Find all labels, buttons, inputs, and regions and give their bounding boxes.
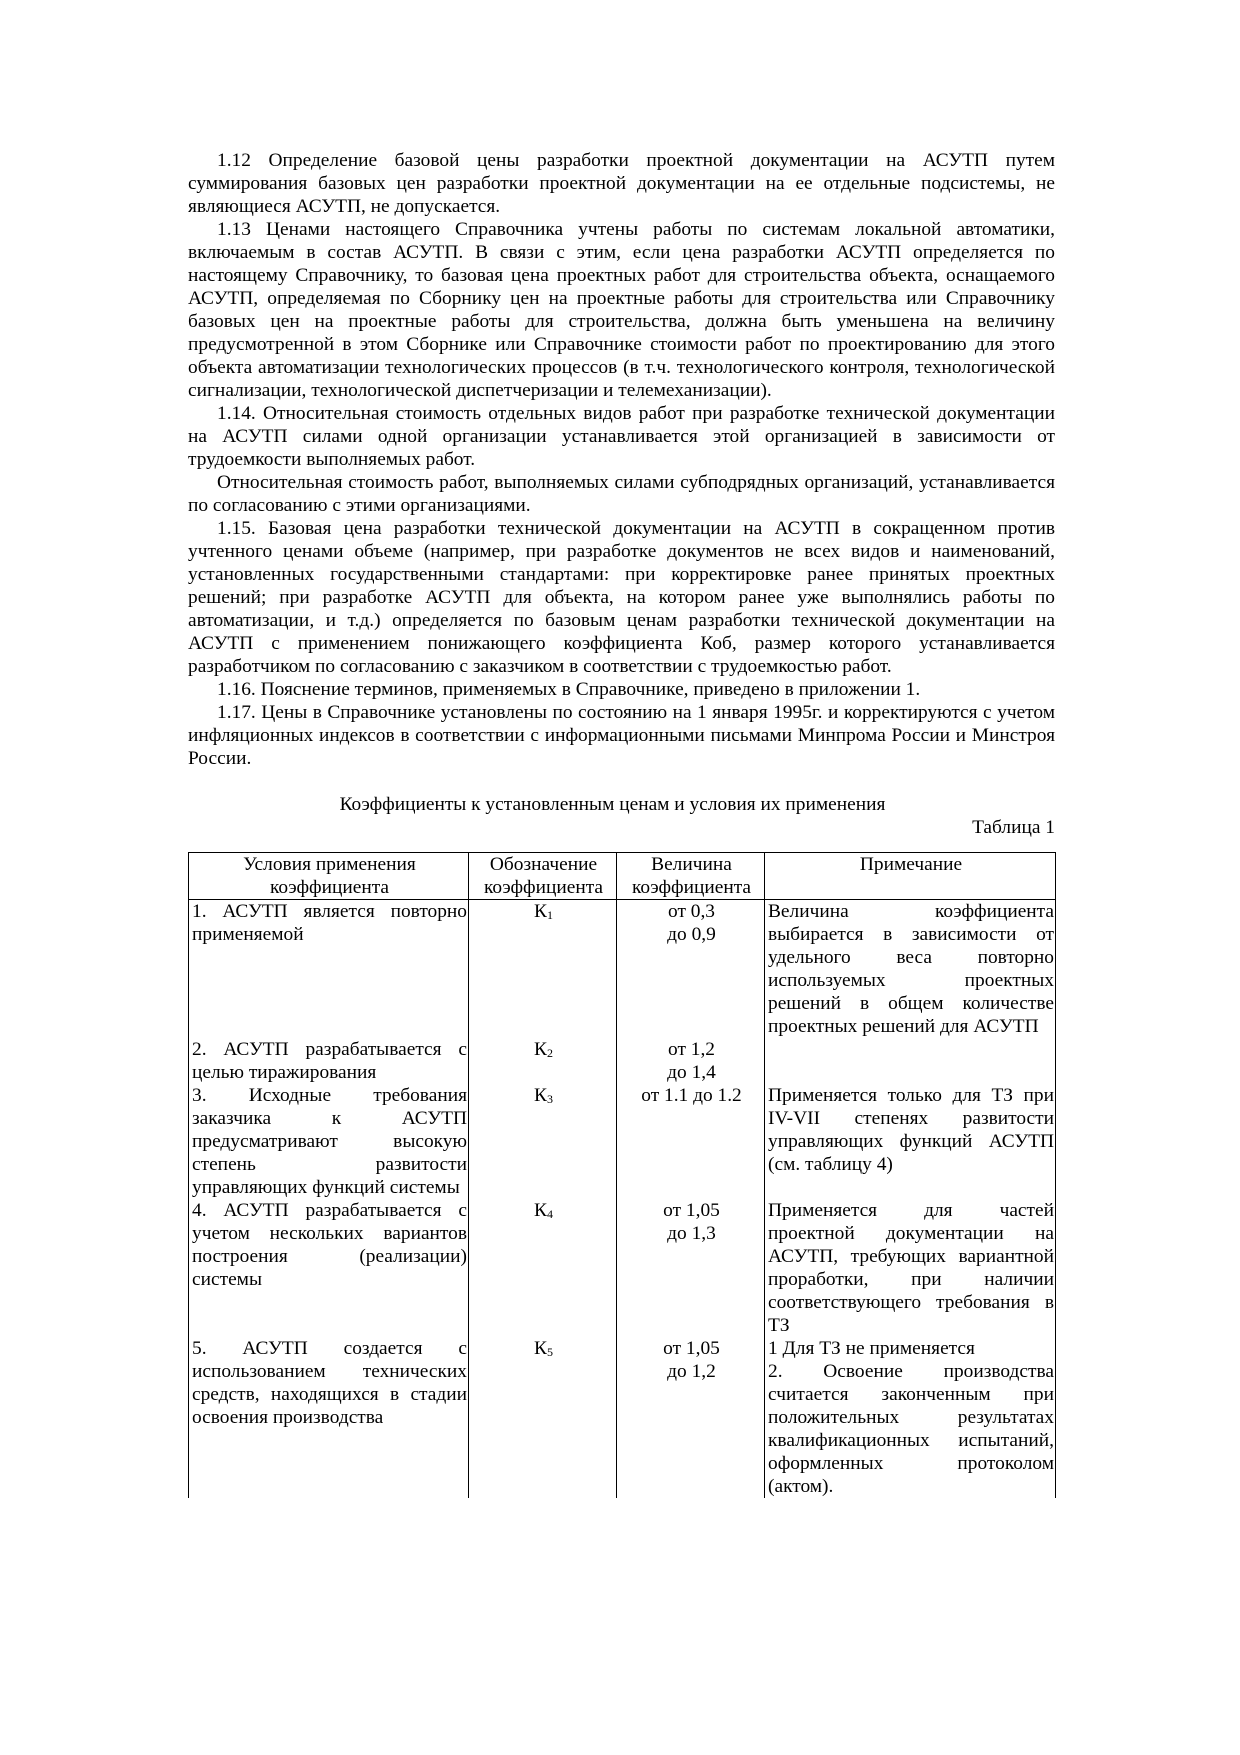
- coefficients-table: [188, 852, 1056, 1498]
- table-row: [189, 900, 1056, 1039]
- row-condition: 3. Исходные требования заказчика к АСУТП предусматривают высокую степень развитости управляющих функций системы: [189, 1084, 469, 1199]
- row-symbol: К5: [469, 1337, 617, 1498]
- row-value: от 1.1 до 1.2: [617, 1084, 765, 1199]
- paragraph-1-14: 1.14. Относительная стоимость отдельных видов работ при разработке технической документации на АСУТП силами одной организации устанавливается этой организацией в зависимости от трудоемкости выполняемых работ.: [188, 403, 1055, 470]
- table-row: [189, 1199, 1056, 1337]
- row-value: от 1,05 до 1,2: [617, 1337, 765, 1498]
- row-note: Величина коэффициента выбирается в зависимости от удельного веса повторно используемых проектных решений в общем количестве проектных решений для АСУТП: [765, 900, 1056, 1039]
- paragraph-1-16: 1.16. Пояснение терминов, применяемых в Справочнике, приведено в приложении 1.: [217, 679, 921, 700]
- paragraph-1-17: 1.17. Цены в Справочнике установлены по состоянию на 1 января 1995г. и корректируются с учетом инфляционных индексов в соответствии с информационными письмами Минпрома России и Минстроя России.: [188, 702, 1055, 769]
- row-note: [765, 1038, 1056, 1084]
- header-conditions: Условия применения коэффициента: [189, 853, 469, 900]
- paragraph-1-12: 1.12 Определение базовой цены разработки проектной документации на АСУТП путем суммирования базовых цен разработки проектной документации на ее отдельные подсистемы, не являющиеся АСУТП, не допускается.: [188, 150, 1055, 217]
- header-symbol: Обозначение коэффициента: [469, 853, 617, 900]
- row-condition: 2. АСУТП разрабатывается с целью тиражирования: [189, 1038, 469, 1084]
- row-condition: 5. АСУТП создается с использованием технических средств, находящихся в стадии освоения производства: [189, 1337, 469, 1498]
- table-row: [189, 1337, 1056, 1498]
- paragraph-1-13: 1.13 Ценами настоящего Справочника учтены работы по системам локальной автоматики, включаемым в состав АСУТП. В связи с этим, если цена разработки АСУТП определяется по настоящему Справочнику, то базовая цена проектных работ для строительства объекта, оснащаемого АСУТП, определяемая по Сборнику цен на проектные работы для строительства или Справочнику базовых цен на проектные работы для строительства, должна быть уменьшена на величину предусмотренной в этом Сборнике или Справочнике стоимости работ по проектированию для этого объекта автоматизации технологических процессов (в т.ч. технологического контроля, технологической сигнализации, технологической диспетчеризации и телемеханизации).: [188, 219, 1055, 401]
- table-caption: Коэффициенты к установленным ценам и условия их применения: [339, 794, 886, 815]
- header-value: Величина коэффициента: [617, 853, 765, 900]
- row-condition: 4. АСУТП разрабатывается с учетом нескольких вариантов построения (реализации) системы: [189, 1199, 469, 1337]
- row-symbol: К1: [469, 900, 617, 1039]
- note-line: 1 Для ТЗ не применяется: [768, 1338, 975, 1359]
- table-number: Таблица 1: [972, 817, 1055, 838]
- paragraph-1-15: 1.15. Базовая цена разработки технической документации на АСУТП в сокращенном против учтенного ценами объеме (например, при разработке документов не всех видов и наименований, установленных государственными стандартами: при корректировке ранее принятых проектных решений; при разработке АСУТП для объекта, на котором ранее уже выполнялись работы по автоматизации, и т.д.) определяется по базовым ценам разработки технической документации на АСУТП с применением понижающего коэффициента Коб, размер которого устанавливается разработчиком по согласованию с заказчиком в соответствии с трудоемкостью работ.: [188, 518, 1055, 677]
- row-value: от 1,05 до 1,3: [617, 1199, 765, 1337]
- row-note: Применяется для частей проектной документации на АСУТП, требующих вариантной проработки, при наличии соответствующего требования в ТЗ: [765, 1199, 1056, 1337]
- header-note: Примечание: [765, 853, 1056, 900]
- row-note: Применяется только для ТЗ при IV-VII степенях развитости управляющих функций АСУТП (см. таблицу 4): [765, 1084, 1056, 1199]
- row-note: [765, 1337, 1056, 1498]
- row-symbol: К3: [469, 1084, 617, 1199]
- row-symbol: К2: [469, 1038, 617, 1084]
- row-value: от 1,2 до 1,4: [617, 1038, 765, 1084]
- note-line: 2. Освоение производства считается законченным при положительных результатах квалификационных испытаний, оформленных протоколом (актом).: [768, 1361, 1054, 1497]
- document-page: [188, 149, 1055, 1498]
- row-symbol: К4: [469, 1199, 617, 1337]
- row-condition: 1. АСУТП является повторно применяемой: [189, 900, 469, 1039]
- paragraph-subcontract: Относительная стоимость работ, выполняемых силами субподрядных организаций, устанавливается по согласованию с этими организациями.: [188, 472, 1055, 516]
- table-row: [189, 1084, 1056, 1199]
- table-header-row: [189, 853, 1056, 900]
- row-value: от 0,3 до 0,9: [617, 900, 765, 1039]
- table-row: [189, 1038, 1056, 1084]
